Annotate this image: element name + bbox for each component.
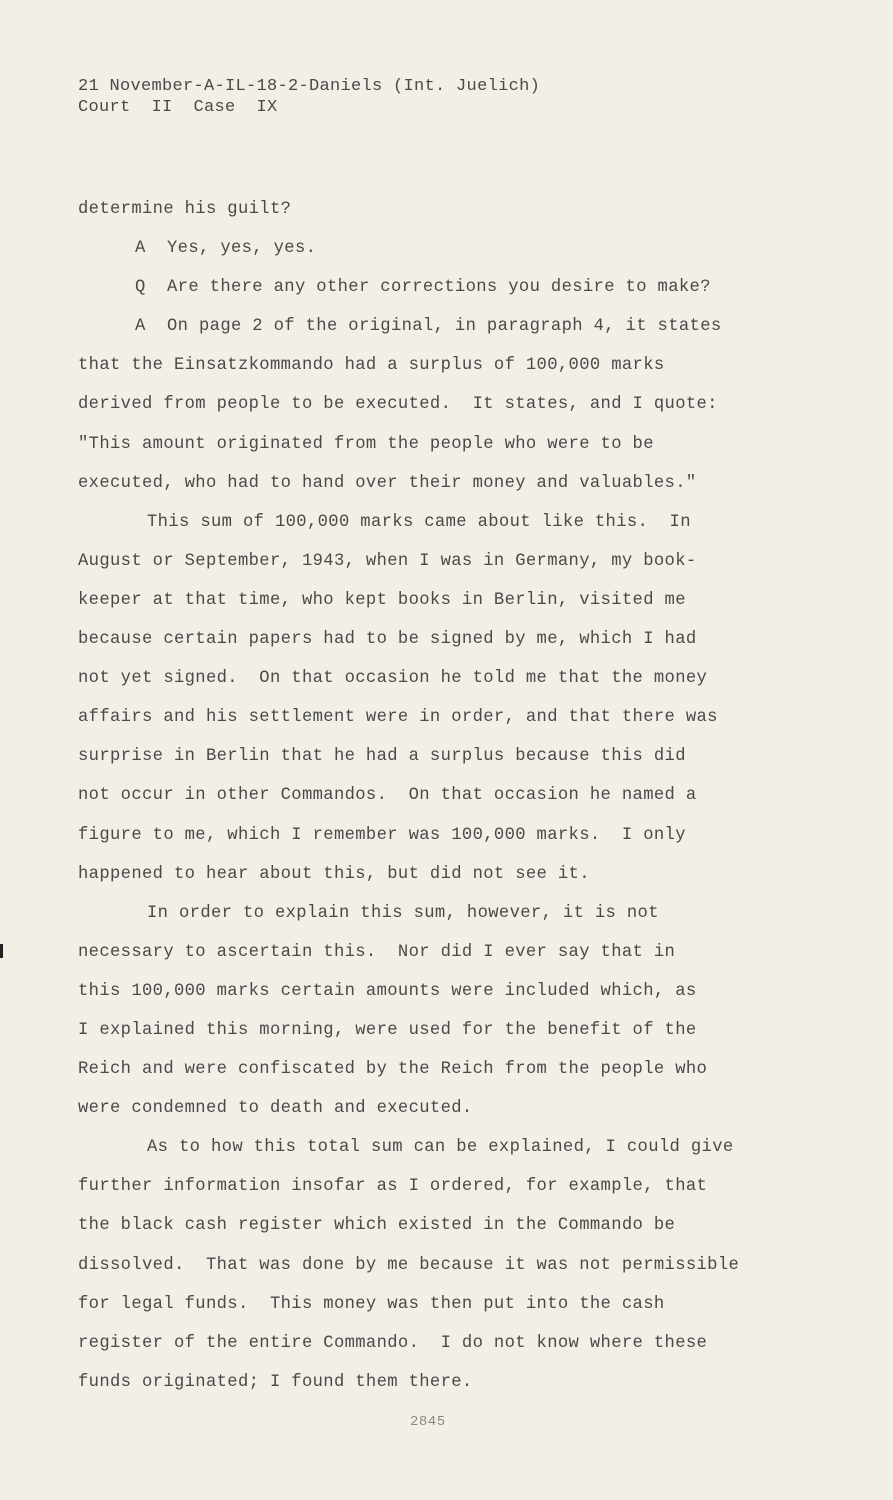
- text-line: surprise in Berlin that he had a surplus because this did: [78, 747, 686, 767]
- text-line: further information insofar as I ordered, for example, that: [78, 1177, 708, 1197]
- text-line: In order to explain this sum, however, it is not: [147, 903, 659, 923]
- text-line: derived from people to be executed. It states, and I quote:: [78, 395, 718, 415]
- scan-edge-mark: [0, 944, 3, 958]
- text-line: As to how this total sum can be explained, I could give: [147, 1138, 734, 1158]
- text-line: "This amount originated from the people who were to be: [78, 434, 654, 454]
- text-line: not yet signed. On that occasion he told me that the money: [78, 669, 708, 689]
- text-line: This sum of 100,000 marks came about like this. In: [147, 512, 691, 532]
- page-number: 2845: [410, 1414, 446, 1430]
- text-line: that the Einsatzkommando had a surplus of 100,000 marks: [78, 356, 665, 376]
- document-header: [78, 76, 540, 118]
- text-line: affairs and his settlement were in order, and that there was: [78, 708, 718, 728]
- text-line: because certain papers had to be signed by me, which I had: [78, 630, 697, 650]
- header-line-2: Court II Case IX: [78, 98, 278, 117]
- text-line: necessary to ascertain this. Nor did I ever say that in: [78, 942, 676, 962]
- text-line: dissolved. That was done by me because it was not permissible: [78, 1255, 740, 1275]
- text-line: the black cash register which existed in the Commando be: [78, 1216, 676, 1236]
- text-line: register of the entire Commando. I do not know where these: [78, 1333, 708, 1353]
- text-line: A On page 2 of the original, in paragraph 4, it states: [135, 317, 722, 337]
- text-line: determine his guilt?: [78, 200, 292, 219]
- text-line: I explained this morning, were used for the benefit of the: [78, 1020, 697, 1040]
- text-line: keeper at that time, who kept books in Berlin, visited me: [78, 590, 686, 610]
- transcript-body: [78, 190, 838, 1402]
- text-line: Q Are there any other corrections you desire to make?: [135, 278, 711, 298]
- header-line-1: 21 November-A-IL-18-2-Daniels (Int. Juelich): [78, 77, 541, 96]
- text-line: happened to hear about this, but did not see it.: [78, 864, 590, 884]
- text-line: not occur in other Commandos. On that occasion he named a: [78, 786, 697, 806]
- text-line: figure to me, which I remember was 100,000 marks. I only: [78, 825, 686, 845]
- text-line: funds originated; I found them there.: [78, 1372, 473, 1392]
- text-line: Reich and were confiscated by the Reich from the people who: [78, 1060, 708, 1080]
- text-line: for legal funds. This money was then put into the cash: [78, 1294, 665, 1314]
- text-line: this 100,000 marks certain amounts were included which, as: [78, 981, 697, 1001]
- text-line: executed, who had to hand over their money and valuables.": [78, 473, 697, 493]
- text-line: A Yes, yes, yes.: [135, 239, 317, 259]
- text-line: were condemned to death and executed.: [78, 1099, 473, 1119]
- text-line: August or September, 1943, when I was in Germany, my book-: [78, 551, 697, 571]
